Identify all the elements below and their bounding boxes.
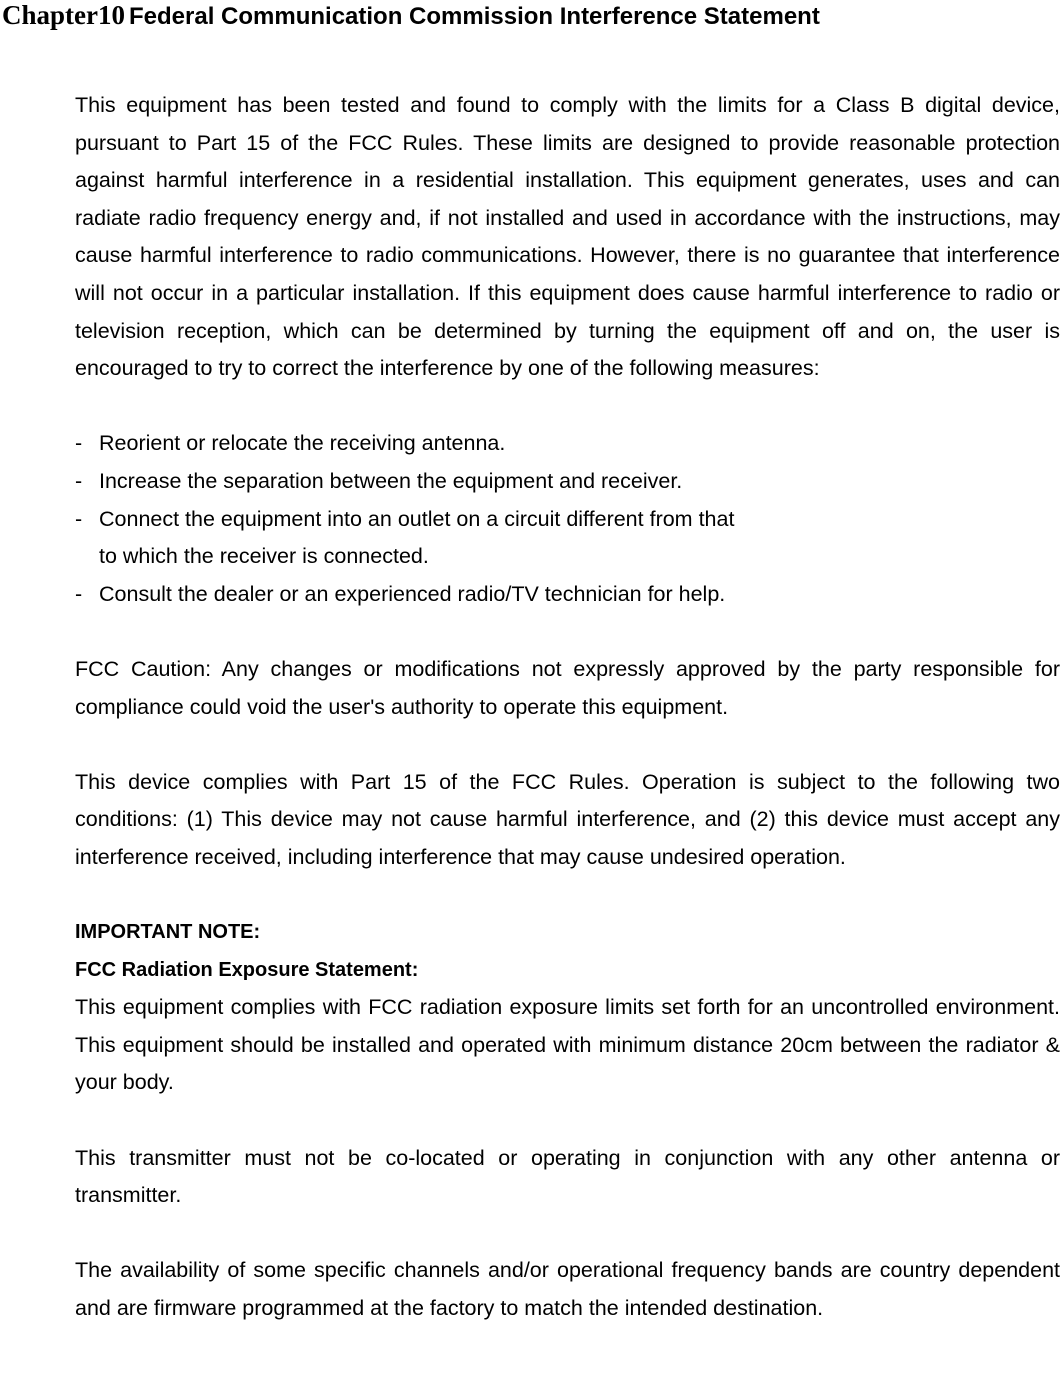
radiation-statement-text: This equipment complies with FCC radiation exposure limits set forth for an uncontrolled environment. This equipment should be installed and operated with minimum distance 20cm between the radiator & your body.: [75, 995, 1060, 1095]
radiation-statement-title: FCC Radiation Exposure Statement:: [75, 958, 419, 981]
list-item: [75, 576, 1060, 614]
list-item-text: Increase the separation between the equipment and receiver.: [99, 468, 683, 493]
list-item-text: Consult the dealer or an experienced radio/TV technician for help.: [99, 581, 726, 606]
chapter-heading: [2, 0, 820, 30]
document-body: [75, 87, 1060, 1365]
chapter-number: Chapter10: [2, 0, 125, 30]
colocation-paragraph: This transmitter must not be co-located or operating in conjunction with any other antenna or transmitter.: [75, 1145, 1060, 1208]
list-item: [75, 463, 1060, 501]
list-item: [75, 501, 1060, 576]
chapter-title: Federal Communication Commission Interference Statement: [129, 3, 820, 30]
list-dash: -: [75, 468, 83, 493]
list-dash: -: [75, 581, 83, 606]
availability-paragraph: The availability of some specific channels and/or operational frequency bands are country dependent and are firmware programmed at the factory to match the intended destination.: [75, 1258, 1060, 1320]
part15-paragraph: This device complies with Part 15 of the FCC Rules. Operation is subject to the following two conditions: (1) This device may not cause harmful interference, and (2) this device must accept any interference received, including interference that may cause undesired operation.: [75, 769, 1060, 869]
radiation-section: [75, 914, 1060, 1102]
interference-paragraph: This equipment has been tested and found to comply with the limits for a Class B digital device, pursuant to Part 15 of the FCC Rules. These limits are designed to provide reasonable protection against harmful interference in a residential installation. This equipment generates, uses and can radiate radio frequency energy and, if not installed and used in accordance with the instructions, may cause harmful interference to radio communications. However, there is no guarantee that interference will not occur in a particular installation. If this equipment does cause harmful interference to radio or television reception, which can be determined by turning the equipment off and on, the user is encouraged to try to correct the interference by one of the following measures:: [75, 93, 1060, 381]
list-item-text-continued: to which the receiver is connected.: [99, 544, 429, 569]
list-dash: -: [75, 431, 83, 456]
important-note-label: IMPORTANT NOTE:: [75, 921, 261, 944]
list-item: [75, 425, 1060, 463]
measures-list: [75, 425, 1060, 613]
list-item-text: Reorient or relocate the receiving antenna.: [99, 431, 506, 456]
fcc-caution-paragraph: FCC Caution: Any changes or modifications not expressly approved by the party responsible for compliance could void the user's authority to operate this equipment.: [75, 656, 1060, 719]
list-dash: -: [75, 506, 83, 531]
list-item-text: Connect the equipment into an outlet on a circuit different from that: [99, 506, 735, 531]
